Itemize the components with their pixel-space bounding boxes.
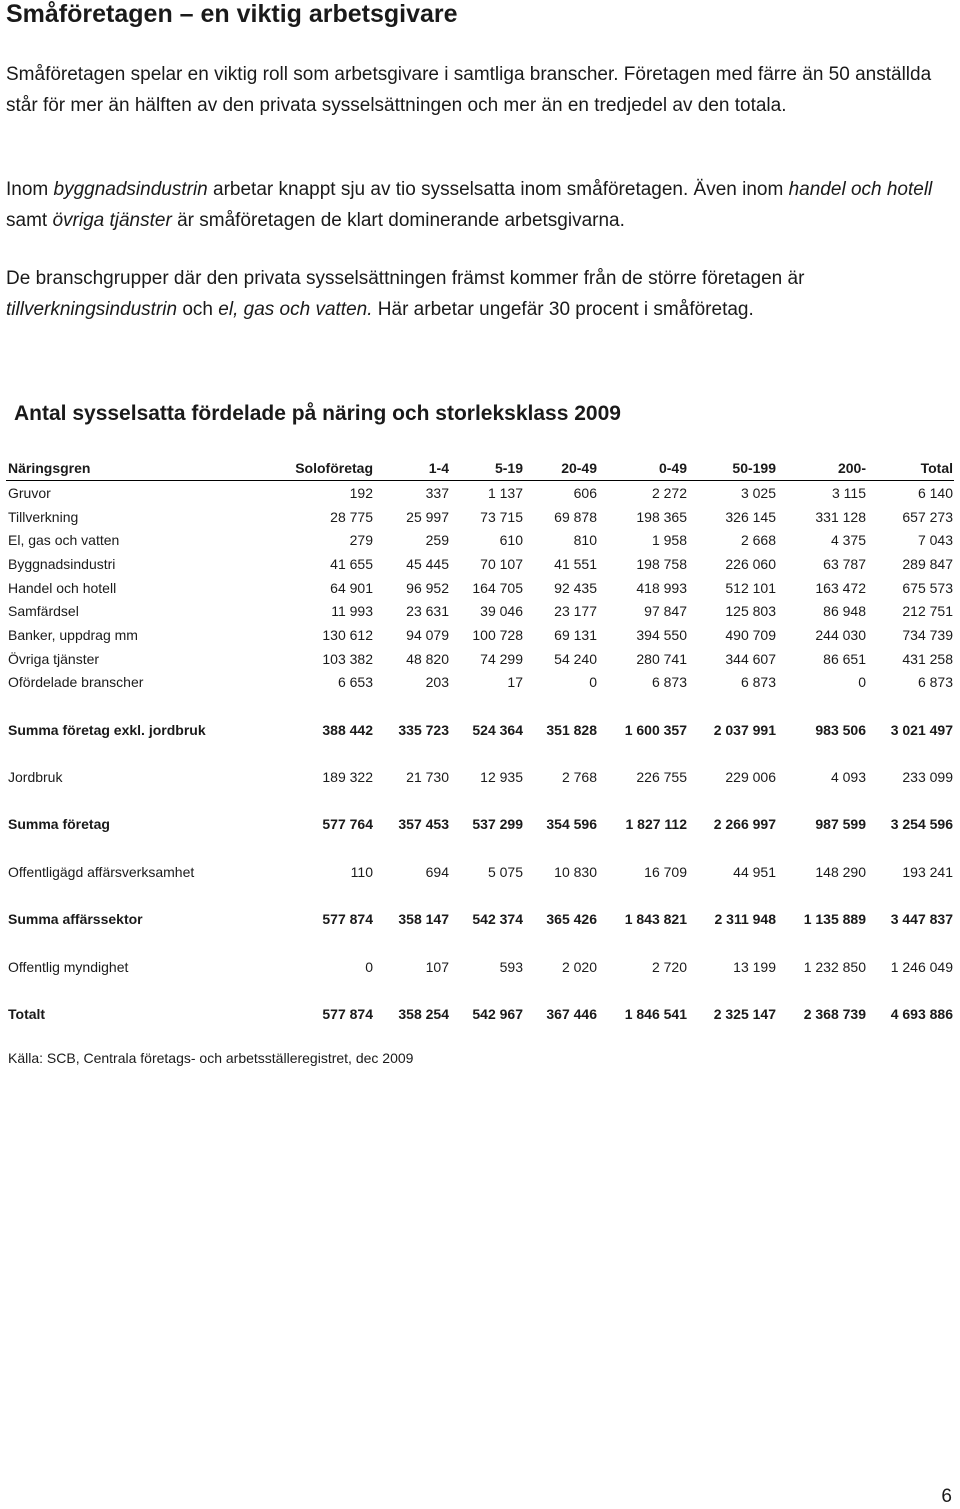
- table-cell: 11 993: [331, 603, 373, 620]
- table-row: [6, 955, 954, 979]
- table-cell: 344 607: [725, 650, 776, 667]
- table-cell: 63 787: [823, 555, 866, 572]
- row-label: Övriga tjänster: [8, 650, 100, 667]
- spacer-row: [6, 884, 954, 908]
- table-cell: 107: [425, 958, 449, 975]
- column-header: Soloföretag: [252, 456, 374, 481]
- table-row: [6, 860, 954, 884]
- table-row: [6, 552, 954, 576]
- table-row: [6, 599, 954, 623]
- table-cell: 7 043: [917, 532, 953, 549]
- row-label: Byggnadsindustri: [8, 555, 116, 572]
- p2-italic-2: handel och hotell: [788, 179, 933, 200]
- table-cell: 130 612: [322, 626, 373, 643]
- table-cell: 163 472: [815, 579, 866, 596]
- table-cell: 388 442: [322, 721, 373, 738]
- table-cell: 41 551: [554, 555, 597, 572]
- row-label: Tillverkning: [8, 508, 79, 525]
- table-cell: 69 131: [554, 626, 597, 643]
- table-cell: 5 075: [487, 863, 523, 880]
- p2-text-3: samt: [6, 210, 53, 231]
- table-cell: 280 741: [636, 650, 687, 667]
- table-cell: 12 935: [480, 769, 523, 786]
- row-label: Summa affärssektor: [8, 911, 143, 928]
- spacer-row: [6, 742, 954, 766]
- table-row: [6, 647, 954, 671]
- table-cell: 45 445: [406, 555, 449, 572]
- row-label: Summa företag: [8, 816, 110, 833]
- table-cell: 2 266 997: [713, 816, 776, 833]
- table-cell: 1 827 112: [625, 816, 687, 833]
- row-label: Offentligägd affärsverksamhet: [8, 863, 195, 880]
- table-cell: 1 135 889: [803, 911, 866, 928]
- table-cell: 13 199: [733, 958, 776, 975]
- table-cell: 2 311 948: [714, 911, 776, 928]
- table-row: [6, 505, 954, 529]
- table-cell: 25 997: [406, 508, 449, 525]
- table-cell: 279: [349, 532, 373, 549]
- table-cell: 351 828: [546, 721, 597, 738]
- spacer-row: [6, 978, 954, 1002]
- table-cell: 6 653: [337, 674, 373, 691]
- source-note: Källa: SCB, Centrala företags- och arbetsställeregistret, dec 2009: [8, 1050, 414, 1066]
- table-cell: 4 375: [830, 532, 866, 549]
- table-cell: 6 140: [917, 484, 953, 501]
- table-cell: 1 843 821: [624, 911, 687, 928]
- table-cell: 4 693 886: [890, 1005, 953, 1022]
- table-cell: 2 272: [651, 484, 687, 501]
- page-heading: Småföretagen – en viktig arbetsgivare: [6, 0, 458, 28]
- row-label: Ofördelade branscher: [8, 674, 144, 691]
- spacer-cell: [6, 884, 954, 908]
- table-cell: 164 705: [472, 579, 523, 596]
- table-cell: 490 709: [725, 626, 776, 643]
- table-cell: 694: [425, 863, 449, 880]
- paragraph-intro: Småföretagen spelar en viktig roll som arbetsgivare i samtliga branscher. Företagen med färre än 50 anställda står för mer än hälften av den privata sysselsättningen och mer än en tredjedel av den totala.: [6, 64, 932, 116]
- spacer-row: [6, 931, 954, 955]
- table-cell: 358 147: [398, 911, 449, 928]
- table-cell: 189 322: [322, 769, 373, 786]
- p2-text-2: arbetar knappt sju av tio sysselsatta inom småföretagen. Även inom: [207, 179, 789, 200]
- table-row: [6, 671, 954, 695]
- table-cell: 365 426: [546, 911, 597, 928]
- table-cell: 0: [858, 674, 866, 691]
- table-cell: 198 758: [636, 555, 687, 572]
- table-cell: 1 232 850: [803, 958, 866, 975]
- spacer-cell: [6, 836, 954, 860]
- table-cell: 226 755: [636, 769, 687, 786]
- table-cell: 354 596: [546, 816, 597, 833]
- table-cell: 103 382: [322, 650, 373, 667]
- table-cell: 3 254 596: [890, 816, 953, 833]
- p2-text-4: är småföretagen de klart dominerande arbetsgivarna.: [171, 210, 625, 231]
- table-cell: 0: [365, 958, 373, 975]
- p3-italic-2: el, gas och vatten.: [218, 299, 373, 320]
- p3-italic-1: tillverkningsindustrin: [6, 299, 178, 320]
- p2-italic-1: byggnadsindustrin: [53, 179, 208, 200]
- table-cell: 212 751: [902, 603, 953, 620]
- table-cell: 983 506: [815, 721, 866, 738]
- table-cell: 110: [350, 863, 373, 880]
- row-label: Offentlig myndighet: [8, 958, 129, 975]
- table-cell: 394 550: [636, 626, 687, 643]
- table-cell: 74 299: [480, 650, 523, 667]
- table-cell: 542 374: [472, 911, 523, 928]
- p3-text-1: De branschgrupper där den privata sysselsättningen främst kommer från de större företagen är: [6, 268, 805, 289]
- table-body: [6, 481, 954, 1026]
- table-cell: 23 631: [406, 603, 449, 620]
- table-cell: 542 967: [472, 1005, 523, 1022]
- table-cell: 16 709: [644, 863, 687, 880]
- employment-table: [6, 456, 954, 1026]
- table-cell: 92 435: [554, 579, 597, 596]
- column-header: 0-49: [598, 456, 688, 481]
- table-cell: 3 025: [740, 484, 776, 501]
- table-cell: 331 128: [815, 508, 866, 525]
- table-cell: 577 764: [322, 816, 373, 833]
- row-label: Handel och hotell: [8, 579, 117, 596]
- spacer-cell: [6, 931, 954, 955]
- table-cell: 54 240: [554, 650, 597, 667]
- p3-text-3: Här arbetar ungefär 30 procent i småföretag.: [372, 299, 754, 320]
- table-cell: 2 768: [561, 769, 597, 786]
- table-cell: 593: [499, 958, 523, 975]
- table-cell: 86 651: [823, 650, 866, 667]
- table-cell: 610: [499, 532, 523, 549]
- paragraph-small-business: [6, 174, 946, 236]
- table-row: [6, 576, 954, 600]
- table-cell: 23 177: [554, 603, 597, 620]
- column-header: 50-199: [688, 456, 777, 481]
- table-cell: 358 254: [398, 1005, 449, 1022]
- sum-row: [6, 813, 954, 837]
- table-cell: 192: [349, 484, 373, 501]
- table-cell: 203: [425, 674, 449, 691]
- table-cell: 1 958: [651, 532, 687, 549]
- table-cell: 606: [573, 484, 597, 501]
- column-header: Näringsgren: [6, 456, 252, 481]
- sum-row: [6, 718, 954, 742]
- table-cell: 48 820: [406, 650, 449, 667]
- table-cell: 537 299: [472, 816, 523, 833]
- p2-text-1: Inom: [6, 179, 54, 200]
- row-label: El, gas och vatten: [8, 532, 120, 549]
- table-cell: 337: [425, 484, 449, 501]
- p3-text-2: och: [177, 299, 219, 320]
- row-label: Totalt: [8, 1005, 46, 1022]
- table-cell: 94 079: [406, 626, 449, 643]
- table-cell: 512 101: [725, 579, 776, 596]
- table-cell: 524 364: [472, 721, 523, 738]
- table-cell: 21 730: [406, 769, 449, 786]
- table-cell: 100 728: [472, 626, 523, 643]
- table-cell: 2 020: [561, 958, 597, 975]
- table-cell: 675 573: [902, 579, 953, 596]
- table-cell: 577 874: [322, 911, 373, 928]
- table-cell: 70 107: [480, 555, 523, 572]
- table-cell: 41 655: [330, 555, 373, 572]
- table-cell: 1 600 357: [624, 721, 687, 738]
- table-cell: 367 446: [546, 1005, 597, 1022]
- table-cell: 1 137: [487, 484, 523, 501]
- sum-row: [6, 907, 954, 931]
- table-cell: 73 715: [480, 508, 523, 525]
- table-cell: 0: [589, 674, 597, 691]
- table-cell: 326 145: [725, 508, 776, 525]
- table-cell: 6 873: [917, 674, 953, 691]
- table-cell: 1 246 049: [890, 958, 953, 975]
- table-cell: 96 952: [406, 579, 449, 596]
- page-number: 6: [941, 1486, 952, 1507]
- table-cell: 2 368 739: [803, 1005, 866, 1022]
- spacer-row: [6, 694, 954, 718]
- table-cell: 97 847: [644, 603, 687, 620]
- table-cell: 577 874: [322, 1005, 373, 1022]
- table-header-row: [6, 456, 954, 481]
- table-cell: 64 901: [330, 579, 373, 596]
- table-cell: 3 447 837: [890, 911, 953, 928]
- table-cell: 10 830: [554, 863, 597, 880]
- table-cell: 1 846 541: [624, 1005, 687, 1022]
- row-label: Jordbruk: [8, 769, 63, 786]
- spacer-row: [6, 789, 954, 813]
- table-cell: 3 021 497: [890, 721, 953, 738]
- column-header: 200-: [777, 456, 867, 481]
- table-cell: 335 723: [398, 721, 449, 738]
- column-header: 5-19: [450, 456, 524, 481]
- table-cell: 2 668: [740, 532, 776, 549]
- column-header: Total: [867, 456, 954, 481]
- table-cell: 810: [573, 532, 597, 549]
- row-label: Gruvor: [8, 484, 51, 501]
- table-cell: 2 720: [651, 958, 687, 975]
- table-cell: 226 060: [725, 555, 776, 572]
- table-cell: 244 030: [815, 626, 866, 643]
- table-cell: 2 037 991: [713, 721, 776, 738]
- row-label: Summa företag exkl. jordbruk: [8, 721, 206, 738]
- spacer-cell: [6, 742, 954, 766]
- table-row: [6, 481, 954, 505]
- table-cell: 17: [507, 674, 523, 691]
- sum-row: [6, 1002, 954, 1026]
- row-label: Banker, uppdrag mm: [8, 626, 138, 643]
- table-cell: 148 290: [815, 863, 866, 880]
- table-cell: 198 365: [636, 508, 687, 525]
- table-cell: 418 993: [636, 579, 687, 596]
- p2-italic-3: övriga tjänster: [52, 210, 172, 231]
- table-cell: 125 803: [725, 603, 776, 620]
- table-cell: 86 948: [823, 603, 866, 620]
- table-row: [6, 528, 954, 552]
- table-cell: 289 847: [902, 555, 953, 572]
- spacer-cell: [6, 789, 954, 813]
- table-cell: 6 873: [740, 674, 776, 691]
- spacer-cell: [6, 978, 954, 1002]
- table-title: Antal sysselsatta fördelade på näring och storleksklass 2009: [14, 402, 621, 425]
- table-cell: 39 046: [480, 603, 523, 620]
- table-cell: 357 453: [398, 816, 449, 833]
- table-cell: 431 258: [902, 650, 953, 667]
- table-cell: 4 093: [830, 769, 866, 786]
- row-label: Samfärdsel: [8, 603, 79, 620]
- table-cell: 193 241: [902, 863, 953, 880]
- spacer-row: [6, 836, 954, 860]
- column-header: 1-4: [374, 456, 450, 481]
- table-cell: 69 878: [554, 508, 597, 525]
- table-cell: 734 739: [902, 626, 953, 643]
- table-cell: 229 006: [725, 769, 776, 786]
- paragraph-large-business: [6, 263, 946, 325]
- table-cell: 2 325 147: [713, 1005, 776, 1022]
- spacer-cell: [6, 694, 954, 718]
- column-header: 20-49: [524, 456, 598, 481]
- table-cell: 259: [425, 532, 449, 549]
- table-cell: 44 951: [733, 863, 776, 880]
- table-cell: 657 273: [902, 508, 953, 525]
- table-row: [6, 623, 954, 647]
- table-cell: 6 873: [651, 674, 687, 691]
- table-cell: 3 115: [832, 484, 866, 501]
- table-row: [6, 765, 954, 789]
- table-cell: 28 775: [330, 508, 373, 525]
- table-cell: 233 099: [902, 769, 953, 786]
- table-cell: 987 599: [815, 816, 866, 833]
